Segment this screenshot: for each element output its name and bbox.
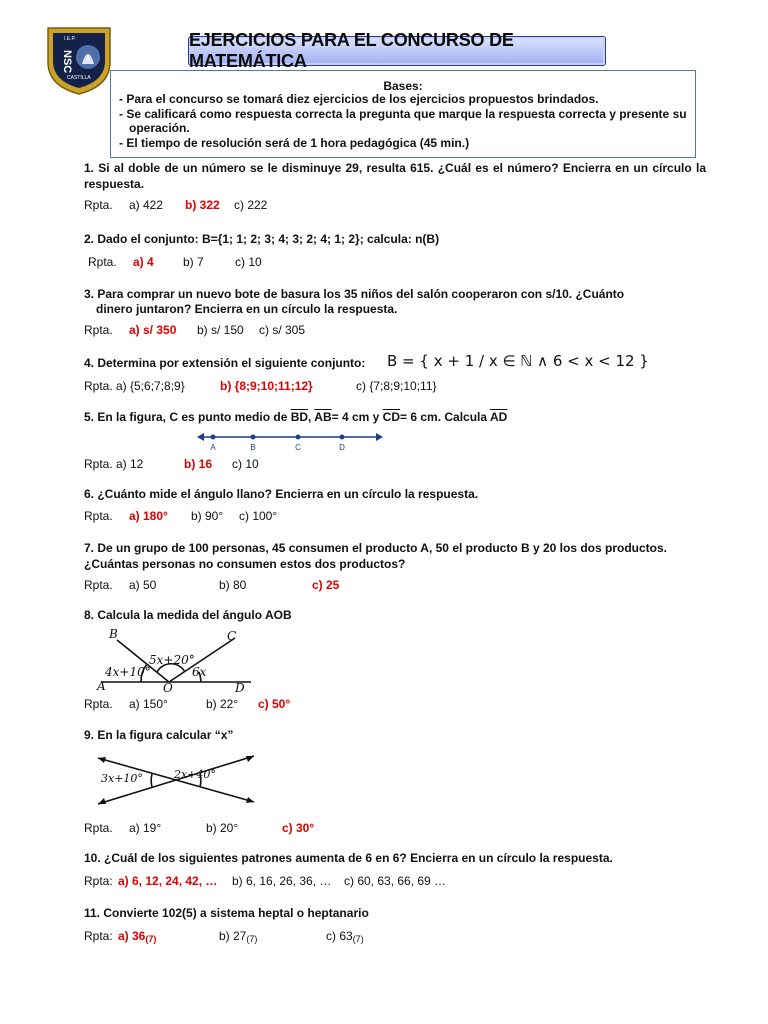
- answer-label: Rpta.: [84, 821, 113, 835]
- rule-item: - Se calificará como respuesta correcta la pregunta que marque la respuesta correcta y presente su operación.: [119, 106, 687, 135]
- q5-option-b[interactable]: b) 16: [184, 457, 213, 471]
- segment-ad: $\overline{AD}$: [489, 410, 508, 424]
- rule-item: - Para el concurso se tomará diez ejercicios de los ejercicios propuestos brindados.: [119, 92, 599, 106]
- q4-option-c[interactable]: c) {7;8;9;10;11}: [356, 379, 437, 393]
- segment-bd: $\overline{BD}$: [290, 410, 309, 424]
- point-b: B: [109, 627, 118, 641]
- rule-item: - El tiempo de resolución será de 1 hora pedagógica (45 min.): [119, 135, 470, 150]
- q5-text-2: ,: [308, 410, 315, 424]
- q5-option-a[interactable]: a) 12: [116, 457, 144, 471]
- q3-option-c[interactable]: c) s/ 305: [259, 323, 306, 337]
- answer-label: Rpta.: [84, 457, 113, 471]
- segment-ab: $\overline{AB}$: [314, 410, 332, 424]
- school-logo: [44, 24, 114, 96]
- q7-option-b[interactable]: b) 80: [219, 578, 247, 592]
- q11-option-c-value: c) 63: [326, 929, 353, 943]
- q11-option-a[interactable]: [118, 929, 156, 944]
- rules-box: [110, 70, 696, 158]
- answer-label: Rpta.: [88, 255, 117, 269]
- point-c-label: C: [295, 443, 301, 452]
- question-4: 4. Determina por extensión el siguiente conjunto:: [84, 356, 366, 370]
- q2-option-c[interactable]: c) 10: [235, 255, 262, 269]
- question-2: 2. Dado el conjunto: B={1; 1; 2; 3; 4; 3; 2; 4; 1; 2}; calcula: n(B): [84, 232, 440, 246]
- angles-figure-aob: [95, 624, 260, 694]
- q2-option-b[interactable]: b) 7: [183, 255, 204, 269]
- q6-option-b[interactable]: b) 90°: [191, 509, 224, 523]
- answer-label: Rpta:: [84, 874, 113, 888]
- question-3-line-2: dinero juntaron? Encierra en un círculo la respuesta.: [96, 302, 398, 316]
- q9-option-b[interactable]: b) 20°: [206, 821, 239, 835]
- point-b-label: B: [250, 443, 256, 452]
- angle-label-aob: 4x+10°: [105, 665, 151, 679]
- question-5: [84, 409, 507, 425]
- angle-label-left: 3x+10°: [101, 772, 143, 785]
- q9-option-c[interactable]: c) 30°: [282, 821, 315, 835]
- q11-option-b[interactable]: [219, 929, 257, 944]
- q7-option-c[interactable]: c) 25: [312, 578, 340, 592]
- answer-label: Rpta.: [84, 697, 113, 711]
- q11-option-a-value: a) 36: [118, 929, 146, 943]
- segment-cd: $\overline{CD}$: [382, 410, 401, 424]
- q10-option-b[interactable]: b) 6, 16, 26, 36, …: [232, 874, 332, 888]
- q1-option-c[interactable]: c) 222: [234, 198, 268, 212]
- q3-option-a[interactable]: a) s/ 350: [129, 323, 177, 337]
- answer-label: Rpta.: [84, 323, 113, 337]
- q5-text-3: = 4 cm y: [331, 410, 383, 424]
- answer-label: Rpta.: [84, 379, 113, 393]
- question-8: 8. Calcula la medida del ángulo AOB: [84, 608, 292, 622]
- logo-top-text: I.E.P.: [64, 36, 76, 42]
- q11-option-b-value: b) 27: [219, 929, 247, 943]
- question-3-line-1: 3. Para comprar un nuevo bote de basura los 35 niños del salón cooperaron con s/10. ¿Cuánto: [84, 287, 625, 301]
- q8-option-c[interactable]: c) 50°: [258, 697, 291, 711]
- base-subscript: (7): [246, 934, 258, 944]
- q4-option-a[interactable]: a) {5;6;7;8;9}: [116, 379, 185, 393]
- q2-option-a[interactable]: a) 4: [133, 255, 154, 269]
- q11-option-c[interactable]: [326, 929, 364, 944]
- question-11: 11. Convierte 102(5) a sistema heptal o heptanario: [84, 906, 369, 920]
- point-a: A: [97, 679, 106, 693]
- set-formula: B = { x + 1 / x ∈ ℕ ∧ 6 < x < 12 }: [387, 352, 649, 370]
- q3-option-b[interactable]: b) s/ 150: [197, 323, 244, 337]
- q10-option-a[interactable]: a) 6, 12, 24, 42, …: [118, 874, 218, 888]
- point-o: O: [163, 681, 173, 694]
- angle-label-boc: 5x+20°: [149, 653, 195, 667]
- q1-option-a[interactable]: a) 422: [129, 198, 164, 212]
- logo-bottom-text: CASTILLA: [67, 75, 91, 81]
- question-9: 9. En la figura calcular “x”: [84, 728, 234, 742]
- question-10: 10. ¿Cuál de los siguientes patrones aumenta de 6 en 6? Encierra en un círculo la respuesta.: [84, 851, 613, 865]
- q5-text-4: = 6 cm. Calcula: [400, 410, 490, 424]
- answer-label: Rpta:: [84, 929, 113, 943]
- question-6: 6. ¿Cuánto mide el ángulo llano? Encierra en un círculo la respuesta.: [84, 487, 479, 501]
- answer-label: Rpta.: [84, 578, 113, 592]
- q10-option-c[interactable]: c) 60, 63, 66, 69 …: [344, 874, 447, 888]
- point-d-label: D: [339, 443, 345, 452]
- point-d: D: [235, 681, 245, 694]
- angle-label-cod: 6x: [192, 665, 207, 679]
- angle-label-right: 2x+40°: [174, 768, 216, 781]
- number-line-figure: [196, 430, 384, 454]
- q6-option-a[interactable]: a) 180°: [129, 509, 168, 523]
- q5-text-1: 5. En la figura, C es punto medio de: [84, 410, 291, 424]
- base-subscript: (7): [145, 934, 157, 944]
- q1-option-b[interactable]: b) 322: [185, 198, 220, 212]
- rules-title: Bases:: [383, 79, 423, 93]
- question-7: 7. De un grupo de 100 personas, 45 consumen el producto A, 50 el producto B y 20 los dos productos. ¿Cuántas personas no consumen estos dos productos?: [84, 541, 668, 571]
- rules-list: [119, 92, 695, 150]
- q5-option-c[interactable]: c) 10: [232, 457, 259, 471]
- base-subscript: (7): [352, 934, 364, 944]
- q9-option-a[interactable]: a) 19°: [129, 821, 162, 835]
- answer-label: Rpta.: [84, 198, 113, 212]
- page-title: EJERCICIOS PARA EL CONCURSO DE MATEMÁTICA: [188, 36, 606, 66]
- q8-option-a[interactable]: a) 150°: [129, 697, 168, 711]
- q7-option-a[interactable]: a) 50: [129, 578, 157, 592]
- q6-option-c[interactable]: c) 100°: [239, 509, 278, 523]
- crossed-lines-figure: [92, 748, 262, 808]
- point-c: C: [227, 629, 237, 643]
- q8-option-b[interactable]: b) 22°: [206, 697, 239, 711]
- question-1: 1. Si al doble de un número se le disminuye 29, resulta 615. ¿Cuál es el número? Encierra en un círculo la respuesta.: [84, 161, 706, 191]
- point-a-label: A: [210, 443, 216, 452]
- q4-option-b[interactable]: b) {8;9;10;11;12}: [220, 379, 313, 393]
- answer-label: Rpta.: [84, 509, 113, 523]
- logo-letters: NSC: [61, 50, 73, 74]
